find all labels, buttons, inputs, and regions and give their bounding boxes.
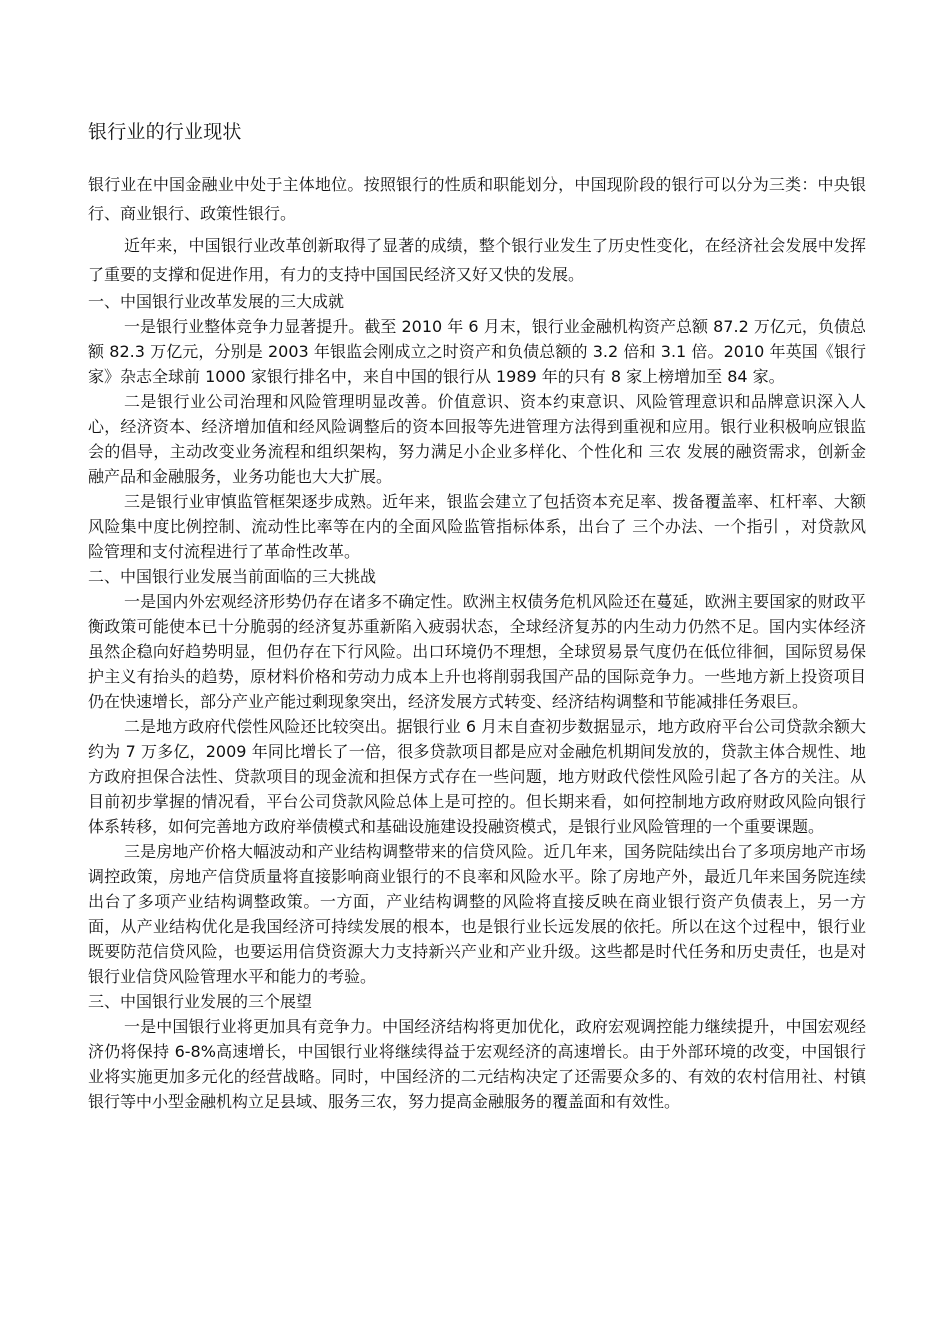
section-heading-outlook: 三、中国银行业发展的三个展望 <box>88 992 313 1011</box>
challenge-paragraph-2: 二是地方政府代偿性风险还比较突出。据银行业 6 月末自查初步数据显示，地方政府平台公司贷款余额大约为 7 万多亿，2009 年同比增长了一倍，很多贷款项目都是应对金融危机期间发放的，贷款主体合规性、地方政府担保合法性、贷款项目的现金流和担保方式存在一些问题，地方财政代偿性风险引起了各方的关注。从目前初步掌握的情况看，平台公司贷款风险总体上是可控的。但长期来看，如何控制地方政府财政风险向银行体系转移，如何完善地方政府举债模式和基础设施建设投融资模式，是银行业风险管理的一个重要课题。 <box>88 717 866 836</box>
overview-paragraph: 近年来，中国银行业改革创新取得了显著的成绩，整个银行业发生了历史性变化，在经济社会发展中发挥了重要的支撑和促进作用，有力的支持中国国民经济又好又快的发展。 <box>88 236 866 284</box>
document-page <box>88 118 866 1114</box>
achievement-paragraph-3: 三是银行业审慎监管框架逐步成熟。近年来，银监会建立了包括资本充足率、拨备覆盖率、杠杆率、大额风险集中度比例控制、流动性比率等在内的全面风险监管指标体系，出台了 三个办法、一个指引 ，对贷款风险管理和支付流程进行了革命性改革。 <box>88 492 866 561</box>
section-heading-achievements: 一、中国银行业改革发展的三大成就 <box>88 292 345 311</box>
achievement-paragraph-2: 二是银行业公司治理和风险管理明显改善。价值意识、资本约束意识、风险管理意识和品牌意识深入人心，经济资本、经济增加值和经风险调整后的资本回报等先进管理方法得到重视和应用。银行业积极响应银监会的倡导，主动改变业务流程和组织架构，努力满足小企业多样化、个性化和 三农 发展的融资需求，创新金融产品和金融服务，业务功能也大大扩展。 <box>88 392 866 486</box>
section-heading-challenges: 二、中国银行业发展当前面临的三大挑战 <box>88 567 377 586</box>
challenge-paragraph-3: 三是房地产价格大幅波动和产业结构调整带来的信贷风险。近几年来，国务院陆续出台了多项房地产市场调控政策，房地产信贷质量将直接影响商业银行的不良率和风险水平。除了房地产外，最近几年来国务院连续出台了多项产业结构调整政策。一方面，产业结构调整的风险将直接反映在商业银行资产负债表上，另一方面，从产业结构优化是我国经济可持续发展的根本，也是银行业长远发展的依托。所以在这个过程中，银行业既要防范信贷风险，也要运用信贷资源大力支持新兴产业和产业升级。这些都是时代任务和历史责任，也是对银行业信贷风险管理水平和能力的考验。 <box>88 842 866 986</box>
achievement-paragraph-1: 一是银行业整体竞争力显著提升。截至 2010 年 6 月末，银行业金融机构资产总额 87.2 万亿元，负债总额 82.3 万亿元，分别是 2003 年银监会刚成立之时资产和负债总额的 3.2 倍和 3.1 倍。2010 年英国《银行家》杂志全球前 1000 家银行排名中，来自中国的银行从 1989 年的只有 8 家上榜增加至 84 家。 <box>88 317 866 386</box>
document-title: 银行业的行业现状 <box>88 121 242 143</box>
intro-paragraph: 银行业在中国金融业中处于主体地位。按照银行的性质和职能划分，中国现阶段的银行可以分为三类：中央银行、商业银行、政策性银行。 <box>88 175 866 223</box>
outlook-paragraph-1: 一是中国银行业将更加具有竞争力。中国经济结构将更加优化，政府宏观调控能力继续提升，中国宏观经济仍将保持 6-8%高速增长，中国银行业将继续得益于宏观经济的高速增长。由于外部环境的改变，中国银行业将实施更加多元化的经营战略。同时，中国经济的二元结构决定了还需要众多的、有效的农村信用社、村镇银行等中小型金融机构立足县域、服务三农，努力提高金融服务的覆盖面和有效性。 <box>88 1017 866 1111</box>
challenge-paragraph-1: 一是国内外宏观经济形势仍存在诸多不确定性。欧洲主权债务危机风险还在蔓延，欧洲主要国家的财政平衡政策可能使本已十分脆弱的经济复苏重新陷入疲弱状态，全球经济复苏的内生动力仍然不足。国内实体经济虽然企稳向好趋势明显，但仍存在下行风险。出口环境仍不理想，全球贸易景气度仍在低位徘徊，国际贸易保护主义有抬头的趋势，原材料价格和劳动力成本上升也将削弱我国产品的国际竞争力。一些地方新上投资项目仍在快速增长，部分产业产能过剩现象突出，经济发展方式转变、经济结构调整和节能减排任务艰巨。 <box>88 592 866 711</box>
